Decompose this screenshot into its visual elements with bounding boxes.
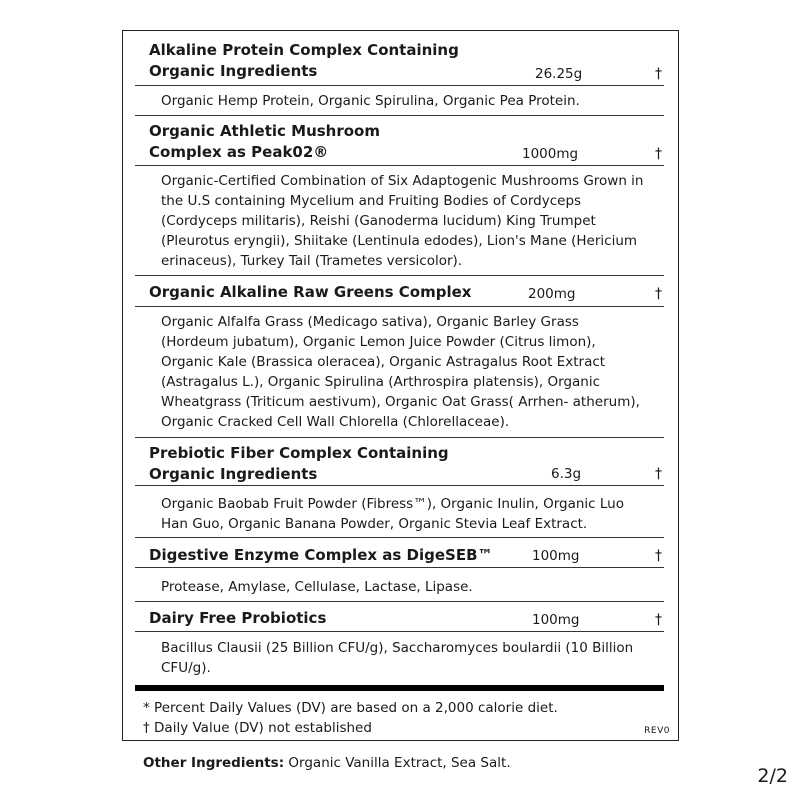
divider — [135, 601, 664, 602]
other-ingredients-value: Organic Vanilla Extract, Sea Salt. — [288, 755, 511, 771]
thick-divider — [135, 685, 664, 691]
divider — [135, 485, 664, 486]
divider — [135, 85, 664, 86]
dagger-symbol: † — [655, 66, 662, 82]
section-name — [149, 545, 493, 566]
dagger-symbol: † — [655, 612, 662, 628]
divider — [135, 631, 664, 632]
divider — [135, 437, 664, 438]
section-name — [149, 282, 471, 303]
section-name-line: Prebiotic Fiber Complex Containing — [149, 444, 449, 462]
section-amount: 6.3g — [551, 466, 582, 482]
section-amount: 200mg — [528, 286, 576, 302]
section-amount: 100mg — [532, 548, 580, 564]
section-description: Protease, Amylase, Cellulase, Lactase, Lipase. — [161, 579, 473, 595]
section-description: Bacillus Clausii (25 Billion CFU/g), Saccharomyces boulardii (10 Billion CFU/g). — [161, 640, 634, 676]
dagger-symbol: † — [655, 146, 662, 162]
section-name — [149, 443, 449, 485]
other-ingredients-label: Other Ingredients: — [143, 755, 285, 771]
section-name — [149, 608, 326, 629]
section-description: Organic Hemp Protein, Organic Spirulina, Organic Pea Protein. — [161, 93, 580, 109]
section-name-line: Dairy Free Probiotics — [149, 609, 327, 627]
dagger-symbol: † — [655, 286, 662, 302]
dagger-symbol: † — [655, 466, 662, 482]
revision-code: REV0 — [644, 726, 670, 736]
divider — [135, 275, 664, 276]
section-amount: 26.25g — [535, 66, 583, 82]
divider — [135, 115, 664, 116]
section-name — [149, 121, 380, 163]
footnote-dagger: † Daily Value (DV) not established — [143, 720, 372, 736]
other-ingredients — [143, 755, 511, 771]
section-name-line: Organic Ingredients — [149, 62, 318, 80]
section-amount: 100mg — [532, 612, 580, 628]
section-name-line: Digestive Enzyme Complex as DigeSEB™ — [149, 546, 493, 564]
section-description: Organic-Certified Combination of Six Adaptogenic Mushrooms Grown in the U.S containing Mycelium and Fruiting Bodies of Cordyceps (Cordyceps militaris), Reishi (Ganoderma lucidum) King Trumpet (Pleurotus eryngii), Shiitake (Lentinula edodes), Lion's Mane (Hericium erinaceus), Turkey Tail (Trametes versicolor). — [161, 173, 644, 269]
section-name-line: Alkaline Protein Complex Containing — [149, 41, 459, 59]
section-name-line: Organic Athletic Mushroom — [149, 122, 380, 140]
section-name-line: Organic Ingredients — [149, 465, 318, 483]
dagger-symbol: † — [655, 548, 662, 564]
section-name-line: Complex as Peak02® — [149, 143, 329, 161]
divider — [135, 537, 664, 538]
supplement-facts-panel — [122, 30, 679, 741]
footnote-percent-dv: * Percent Daily Values (DV) are based on a 2,000 calorie diet. — [143, 700, 558, 716]
section-amount: 1000mg — [522, 146, 579, 162]
page-number: 2/2 — [757, 765, 788, 787]
section-name-line: Organic Alkaline Raw Greens Complex — [149, 283, 472, 301]
section-description: Organic Alfalfa Grass (Medicago sativa), Organic Barley Grass (Hordeum jubatum), Organic Lemon Juice Powder (Citrus limon), Organic Kale (Brassica oleracea), Organic Astragalus Root Extract (Astragalus L.), Organic Spirulina (Arthrospira platensis), Organic Wheatgrass (Triticum aestivum), Organic Oat Grass( Arrhen- atherum), Organic Cracked Cell Wall Chlorella (Chlorellaceae). — [161, 314, 640, 430]
divider — [135, 567, 664, 568]
divider — [135, 306, 664, 307]
divider — [135, 165, 664, 166]
section-name — [149, 40, 459, 82]
section-description: Organic Baobab Fruit Powder (Fibress™), Organic Inulin, Organic Luo Han Guo, Organic Banana Powder, Organic Stevia Leaf Extract. — [161, 496, 624, 532]
